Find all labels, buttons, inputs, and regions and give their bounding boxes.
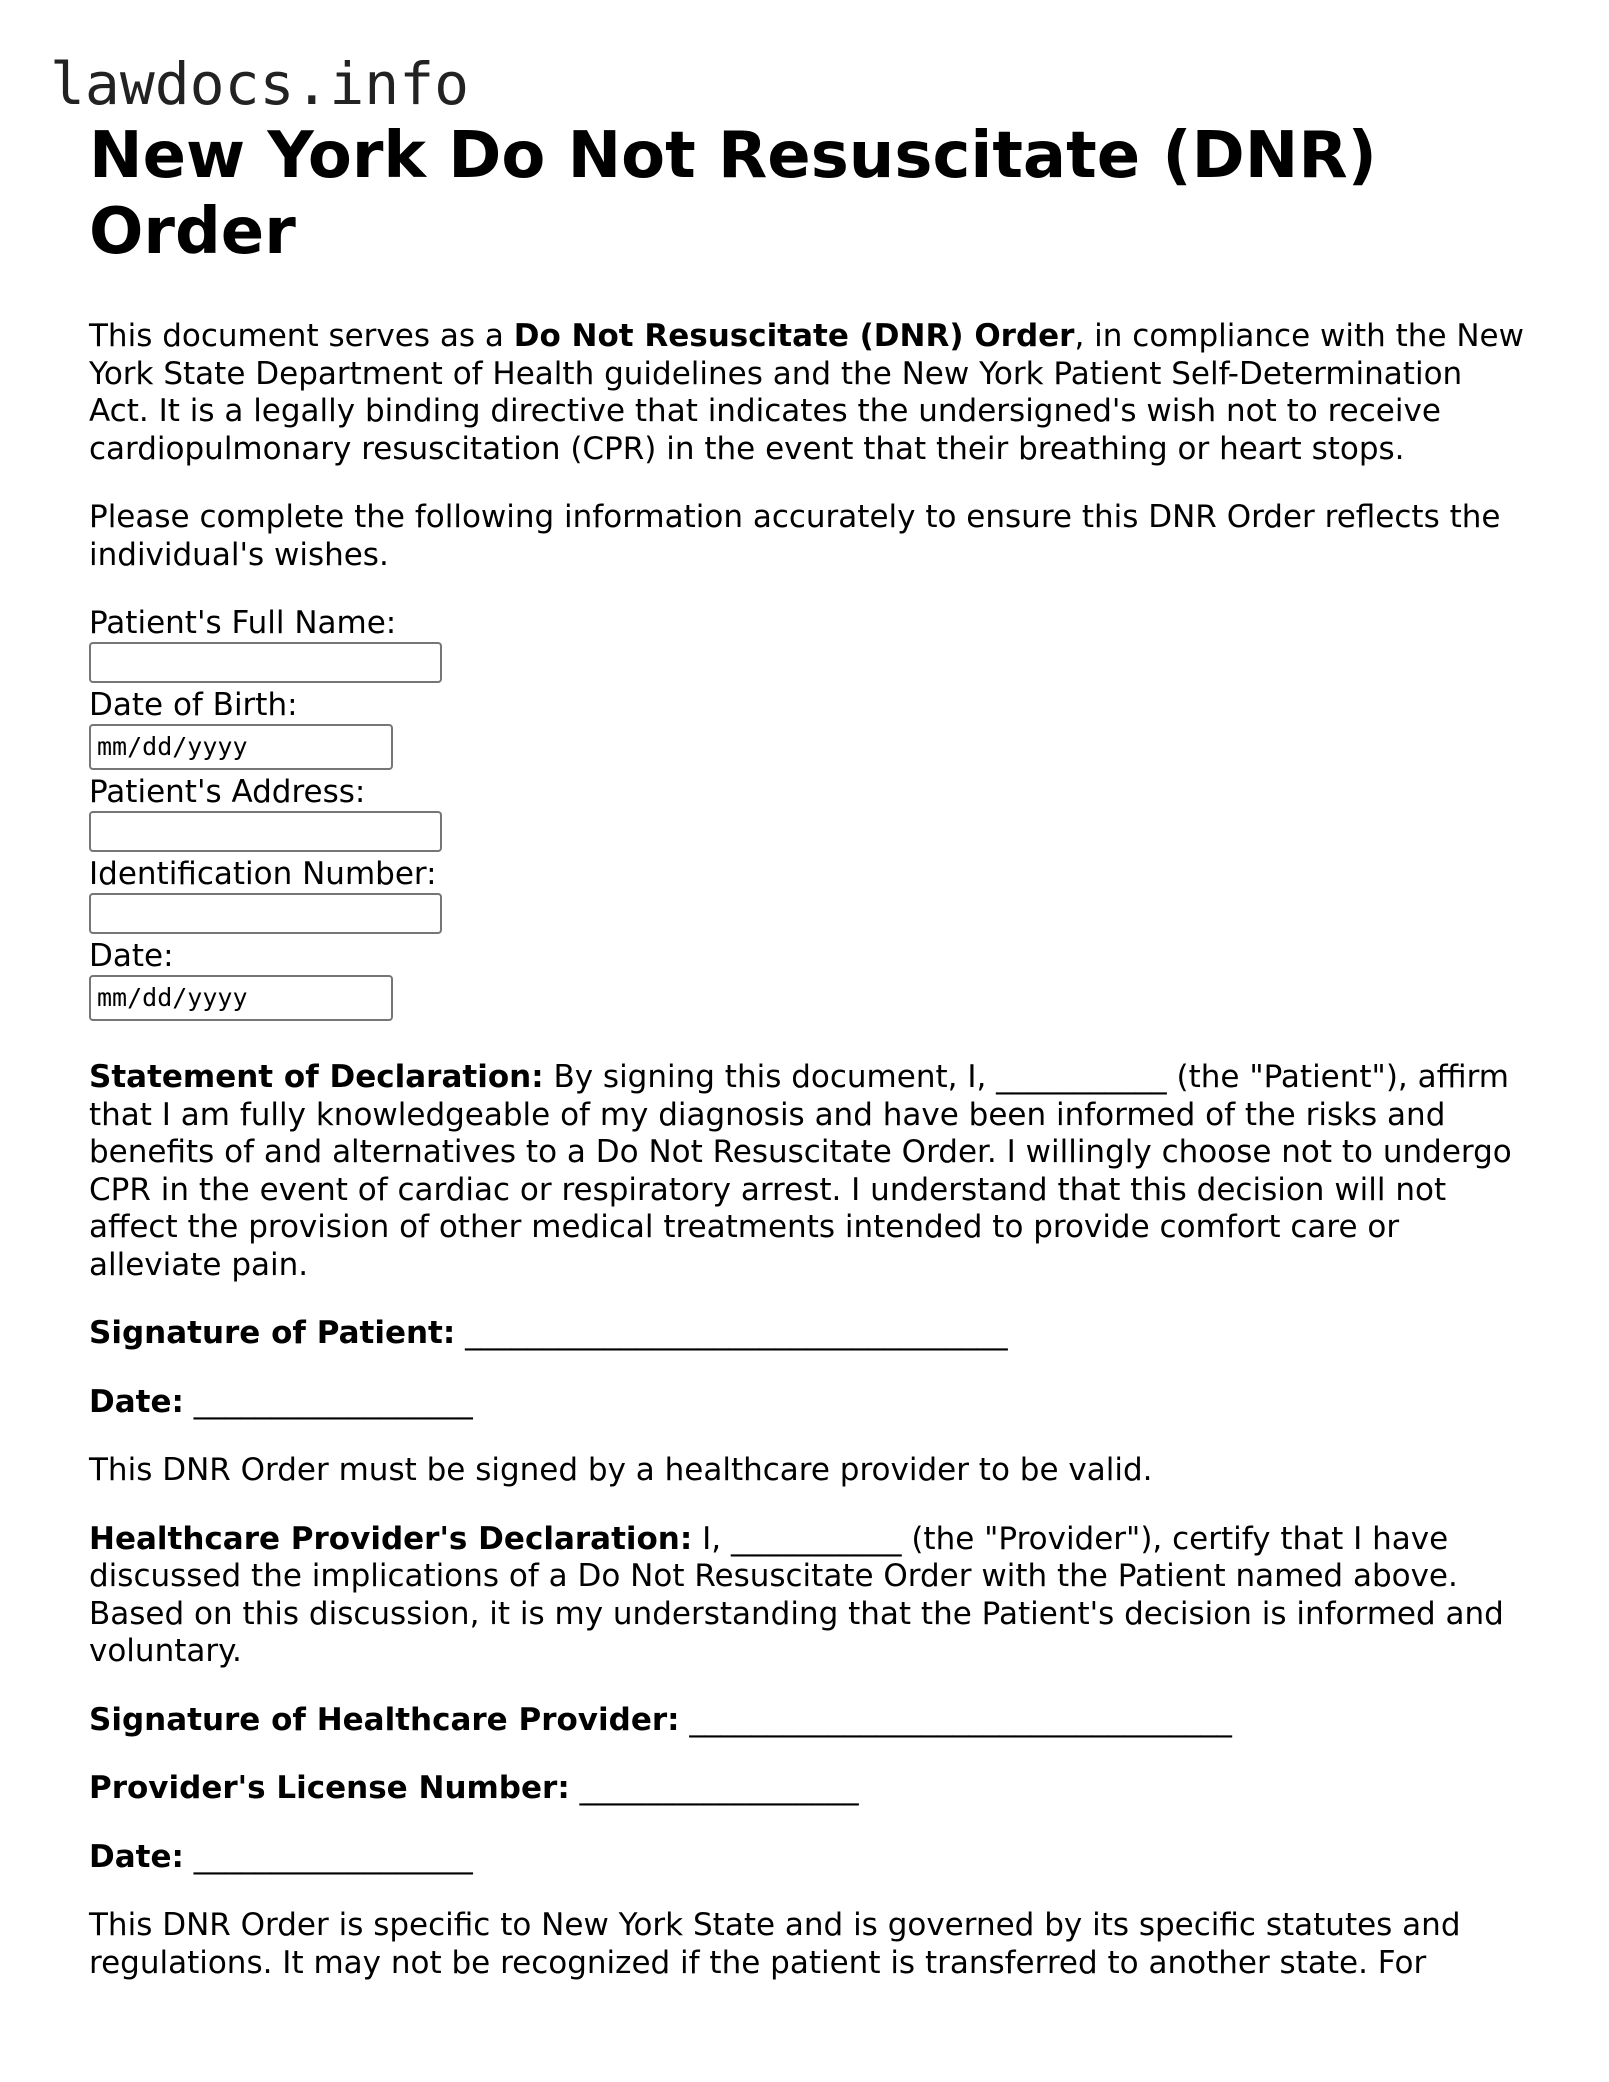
patient-date-line	[89, 1384, 1529, 1422]
provider-signature-line	[89, 1702, 1529, 1740]
provider-signature-label: Signature of Healthcare Provider:	[89, 1701, 680, 1738]
provider-declaration-paragraph	[89, 1521, 1529, 1671]
provider-signature-blank: ___________________________________	[679, 1701, 1232, 1738]
date-input[interactable]: mm/dd/yyyy	[89, 975, 393, 1021]
intro-paragraph	[89, 318, 1529, 468]
patient-signature-line	[89, 1315, 1529, 1353]
full-name-input[interactable]	[89, 642, 442, 683]
id-number-input[interactable]	[89, 893, 442, 934]
date-label: Date:	[89, 938, 174, 974]
declaration-paragraph	[89, 1059, 1529, 1284]
document-title: New York Do Not Resuscitate (DNR) Order	[89, 119, 1377, 269]
provider-declaration-text: I, ___________ (the "Provider"), certify that I have discussed the implications of a Do Not Resuscitate Order with the Patient named above. Based on this discussion, it is my understanding that the Patient's decision is informed and voluntary.	[89, 1520, 1504, 1669]
intro-text-after: , in compliance with the New York State Department of Health guidelines and the New York Patient Self-Determination Act. It is a legally binding directive that indicates the undersigned's wish not to receive cardiopulmonary resuscitation (CPR) in the event that their breathing or heart stops.	[89, 318, 1524, 467]
dob-input[interactable]: mm/dd/yyyy	[89, 724, 393, 770]
provider-date-label: Date:	[89, 1838, 184, 1875]
provider-date-blank: __________________	[183, 1838, 473, 1875]
declaration-text: By signing this document, I, ___________ (the "Patient"), affirm that I am fully knowledgeable of my diagnosis and have been informed of the risks and benefits of and alternatives to a Do Not Resuscitate Order. I willingly choose not to undergo CPR in the event of cardiac or respiratory arrest. I understand that this decision will not affect the provision of other medical treatments intended to provide comfort care or alleviate pain.	[89, 1059, 1512, 1283]
closing-paragraph: This DNR Order is specific to New York State and is governed by its specific statutes and regulations. It may not be recognized if the patient is transferred to another state. For	[89, 1907, 1461, 1981]
provider-declaration-heading: Healthcare Provider's Declaration:	[89, 1520, 693, 1557]
patient-info-form	[89, 605, 1529, 1021]
provider-license-label: Provider's License Number:	[89, 1770, 570, 1806]
declaration-heading: Statement of Declaration:	[89, 1059, 544, 1095]
intro-text-before: This document serves as a	[89, 318, 514, 354]
id-number-label: Identification Number:	[89, 856, 437, 892]
address-label: Patient's Address:	[89, 774, 366, 810]
instructions-paragraph: Please complete the following information accurately to ensure this DNR Order reflects the individual's wishes.	[89, 499, 1501, 573]
patient-date-blank: __________________	[183, 1383, 473, 1420]
provider-license-line	[89, 1770, 1529, 1808]
patient-signature-blank: ___________________________________	[455, 1315, 1008, 1351]
dob-label: Date of Birth:	[89, 687, 298, 723]
provider-license-blank: __________________	[569, 1770, 859, 1806]
patient-date-label: Date:	[89, 1383, 184, 1420]
patient-signature-label: Signature of Patient:	[89, 1315, 456, 1351]
full-name-label: Patient's Full Name:	[89, 605, 397, 641]
address-input[interactable]	[89, 811, 442, 852]
document-body	[89, 118, 1529, 2013]
intro-bold-term: Do Not Resuscitate (DNR) Order	[513, 318, 1075, 354]
site-watermark: lawdocs.info	[50, 50, 470, 118]
provider-date-line	[89, 1839, 1529, 1877]
provider-notice: This DNR Order must be signed by a healthcare provider to be valid.	[89, 1452, 1153, 1488]
